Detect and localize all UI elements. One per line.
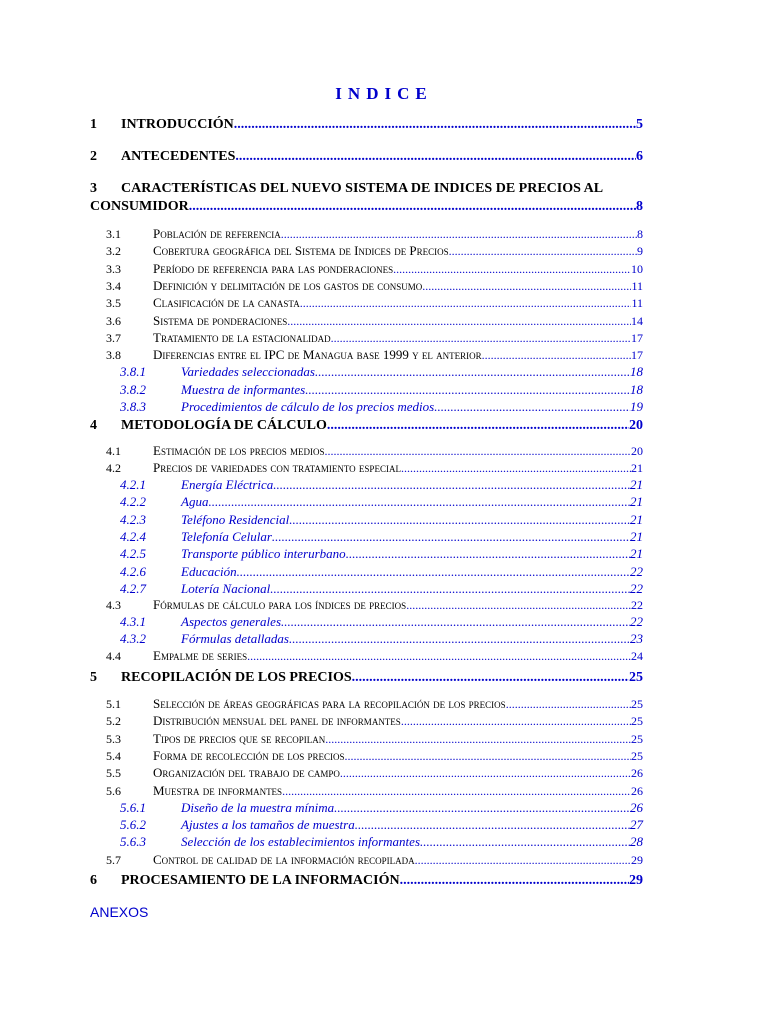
toc-label: Tratamiento de la estacionalidad	[153, 329, 331, 345]
toc-entry-sub3-1[interactable]	[106, 243, 643, 259]
toc-entry-sub43-1[interactable]	[120, 631, 643, 647]
toc-number: 4.1	[106, 444, 121, 458]
toc-entry-sub56-1[interactable]	[120, 817, 643, 833]
anexos-link[interactable]: ANEXOS	[90, 904, 149, 920]
toc-page-number: 9	[637, 244, 643, 259]
toc-entry-sub5-4[interactable]	[106, 765, 643, 781]
toc-number: 4.3.2	[120, 631, 146, 647]
toc-label: Distribución mensual del panel de informantes	[153, 713, 401, 729]
toc-entry-sub3-2[interactable]	[106, 261, 643, 277]
toc-entry-sub5-5[interactable]	[106, 783, 643, 799]
toc-page-number: 11	[631, 278, 643, 293]
toc-label: ANTECEDENTES	[121, 149, 236, 164]
toc-label: PROCESAMIENTO DE LA INFORMACIÓN	[121, 873, 400, 888]
toc-number: 3.2	[106, 244, 121, 259]
toc-page-number: 25	[631, 714, 643, 729]
toc-entry-sub38-2[interactable]	[120, 399, 643, 415]
toc-label: Energía Eléctrica	[181, 477, 274, 492]
toc-label: Precios de variedades con tratamiento especial	[153, 460, 401, 476]
toc-number: 5.6.3	[120, 834, 146, 850]
toc-entry-sub38-0[interactable]	[120, 364, 643, 380]
toc-entry-sub4-0[interactable]	[106, 443, 643, 459]
toc-page-number: 25	[631, 731, 643, 746]
toc-number: 4.2.1	[120, 477, 146, 492]
toc-entry-3-cont[interactable]	[90, 199, 643, 215]
toc-number: 3.8	[106, 348, 121, 363]
toc-entry-sub4-1[interactable]	[106, 460, 643, 476]
toc-entry-sub3-7[interactable]	[106, 347, 643, 363]
toc-number: 4.4	[106, 649, 121, 663]
toc-page-number: 21	[630, 528, 643, 544]
toc-number: 3.8.3	[120, 399, 146, 414]
toc-page-number: 22	[630, 563, 643, 579]
toc-entry-sub3-0[interactable]	[106, 226, 643, 242]
toc-entry-5[interactable]	[90, 670, 643, 686]
toc-page-number: 14	[631, 313, 643, 328]
toc-entry-sub3-6[interactable]	[106, 330, 643, 346]
toc-page-number: 20	[631, 444, 643, 458]
toc-label: Agua	[181, 494, 209, 510]
toc-entry-sub5-0[interactable]	[106, 696, 643, 712]
toc-page-number: 21	[630, 494, 643, 510]
toc-page-number: 28	[630, 834, 643, 850]
toc-label: Fórmulas de cálculo para los índices de precios	[153, 597, 407, 612]
toc-page-number: 17	[631, 348, 643, 363]
toc-page-number: 21	[630, 546, 643, 562]
toc-label: Lotería Nacional	[181, 580, 271, 596]
toc-entry-sub5-1[interactable]	[106, 713, 643, 729]
toc-label: Variedades seleccionadas	[181, 364, 315, 380]
toc-label: INTRODUCCIÓN	[121, 117, 234, 132]
toc-page-number: 21	[631, 461, 643, 476]
toc-label: Sistema de ponderaciones	[153, 312, 288, 328]
toc-entry-6[interactable]	[90, 873, 643, 889]
toc-entry-2[interactable]	[90, 149, 643, 165]
toc-number: 4.3	[106, 598, 121, 612]
toc-label: CONSUMIDOR	[90, 199, 189, 214]
toc-page-number: 26	[630, 799, 643, 815]
toc-label: Fórmulas detalladas	[181, 631, 289, 647]
toc-label: Transporte público interurbano	[181, 546, 346, 562]
toc-number: 3.6	[106, 313, 121, 328]
toc-label: Teléfono Residencial	[181, 511, 290, 527]
toc-page-number: 19	[630, 399, 643, 414]
toc-label: Aspectos generales	[181, 614, 282, 629]
toc-entry-sub56-0[interactable]	[120, 800, 643, 816]
toc-number: 4.2.6	[120, 563, 146, 579]
toc-number: 4.2.5	[120, 546, 146, 562]
toc-number: 4.2.3	[120, 511, 146, 527]
toc-number: 3.1	[106, 227, 121, 241]
toc-label: Período de referencia para las ponderaciones	[153, 260, 394, 276]
toc-number: 5.7	[106, 852, 121, 867]
toc-entry-sub44[interactable]	[106, 648, 643, 664]
toc-label: Educación	[181, 563, 237, 579]
toc-entry-3[interactable]	[90, 181, 643, 197]
toc-page-number: 5	[636, 117, 643, 132]
toc-entry-sub3-3[interactable]	[106, 278, 643, 294]
toc-entry-sub42-2[interactable]	[120, 512, 643, 528]
toc-label-line1: CARACTERÍSTICAS DEL NUEVO SISTEMA DE INDICES DE PRECIOS AL	[121, 181, 604, 196]
toc-label: Selección de los establecimientos informantes	[181, 834, 421, 850]
toc-label: Estimación de los precios medios	[153, 443, 325, 458]
toc-entry-sub42-5[interactable]	[120, 564, 643, 580]
toc-number: 3.8.2	[120, 381, 146, 397]
toc-label: Selección de áreas geográficas para la recopilación de los precios	[153, 696, 506, 711]
toc-number: 2	[90, 149, 97, 164]
toc-entry-sub5-3[interactable]	[106, 748, 643, 764]
toc-number: 3.4	[106, 278, 121, 293]
toc-number: 5.2	[106, 714, 121, 729]
toc-number: 3.7	[106, 330, 121, 345]
toc-entry-sub5-2[interactable]	[106, 731, 643, 747]
toc-number: 5	[90, 670, 97, 685]
toc-number: 5.3	[106, 731, 121, 746]
toc-entry-sub57[interactable]	[106, 852, 643, 868]
toc-label: Procedimientos de cálculo de los precios medios	[181, 399, 435, 414]
toc-number: 3	[90, 181, 97, 196]
toc-entry-sub3-5[interactable]	[106, 313, 643, 329]
toc-page-number: 8	[637, 227, 643, 241]
toc-page-number: 26	[631, 766, 643, 781]
toc-entry-sub56-2[interactable]	[120, 834, 643, 850]
toc-page-number: 23	[630, 631, 643, 647]
toc-page-number: 25	[631, 697, 643, 711]
toc-number: 5.6.1	[120, 799, 146, 815]
toc-number: 4.3.1	[120, 614, 146, 629]
toc-entry-1[interactable]	[90, 117, 643, 133]
toc-page-number: 11	[631, 296, 643, 311]
toc-entry-sub42-0[interactable]	[120, 477, 643, 493]
toc-entry-sub43h[interactable]	[106, 597, 643, 613]
toc-label: Empalme de series	[153, 648, 248, 663]
toc-page-number: 29	[629, 873, 643, 888]
toc-page-number: 29	[631, 852, 643, 867]
toc-page-number: 6	[636, 149, 643, 164]
toc-number: 5.5	[106, 766, 121, 781]
toc-label: Cobertura geográfica del Sistema de Indices de Precios	[153, 243, 449, 259]
toc-number: 4	[90, 418, 97, 433]
toc-page-number: 8	[636, 199, 643, 214]
toc-label: RECOPILACIÓN DE LOS PRECIOS	[121, 670, 352, 685]
toc-page-number: 21	[630, 477, 643, 492]
toc-number: 4.2.2	[120, 494, 146, 510]
toc-page-number: 27	[630, 817, 643, 833]
toc-number: 3.8.1	[120, 364, 146, 380]
toc-label: Ajustes a los tamaños de muestra	[181, 817, 355, 833]
toc-page-number: 25	[629, 670, 643, 685]
toc-number: 5.1	[106, 697, 121, 711]
toc-number: 1	[90, 117, 97, 132]
toc-page-number: 18	[630, 381, 643, 397]
toc-number: 4.2.7	[120, 580, 146, 596]
toc-page-number: 10	[631, 261, 643, 276]
toc-label: Definición y delimitación de los gastos de consumo	[153, 277, 423, 293]
toc-label: Control de calidad de la información recopilada	[153, 851, 415, 867]
toc-number: 3.3	[106, 261, 121, 276]
toc-number: 4.2.4	[120, 528, 146, 544]
toc-entry-sub43-0[interactable]	[120, 614, 643, 630]
toc-page-number: 20	[629, 418, 643, 433]
toc-number: 6	[90, 873, 97, 888]
toc-entry-4[interactable]	[90, 418, 643, 434]
toc-page-number: 22	[631, 598, 643, 612]
toc-entry-sub3-4[interactable]	[106, 295, 643, 311]
toc-label: Organización del trabajo de campo	[153, 765, 340, 781]
toc-entry-sub42-3[interactable]	[120, 529, 643, 545]
toc-number: 5.6.2	[120, 817, 146, 833]
toc-label: Población de referencia	[153, 226, 281, 241]
toc-entry-sub42-1[interactable]	[120, 494, 643, 510]
toc-number: 3.5	[106, 296, 121, 311]
toc-number: 4.2	[106, 461, 121, 476]
toc-number: 5.6	[106, 783, 121, 798]
toc-page-number: 17	[631, 330, 643, 345]
toc-label: Diseño de la muestra mínima	[181, 799, 335, 815]
toc-label: Muestra de informantes	[153, 782, 283, 798]
toc-page-number: 22	[630, 614, 643, 629]
toc-page-number: 22	[630, 580, 643, 596]
toc-page-number: 21	[630, 511, 643, 527]
page-title: INDICE	[335, 84, 433, 103]
toc-entry-sub42-4[interactable]	[120, 546, 643, 562]
toc-label: Telefonía Celular	[181, 528, 272, 544]
toc-label: Diferencias entre el IPC de Managua base 1999 y el anterior	[153, 347, 482, 363]
toc-page-number: 18	[630, 364, 643, 380]
toc-label: Muestra de informantes	[181, 381, 306, 397]
toc-label: Tipos de precios que se recopilan	[153, 730, 326, 746]
toc-number: 5.4	[106, 748, 121, 763]
toc-entry-sub42-6[interactable]	[120, 581, 643, 597]
toc-page-number: 26	[631, 783, 643, 798]
toc-label: METODOLOGÍA DE CÁLCULO	[121, 418, 327, 433]
toc-page-number: 24	[631, 649, 643, 663]
toc-page-number: 25	[631, 748, 643, 763]
toc-entry-sub38-1[interactable]	[120, 382, 643, 398]
toc-label: Clasificación de la canasta	[153, 295, 300, 311]
toc-label: Forma de recolección de los precios	[153, 747, 345, 763]
